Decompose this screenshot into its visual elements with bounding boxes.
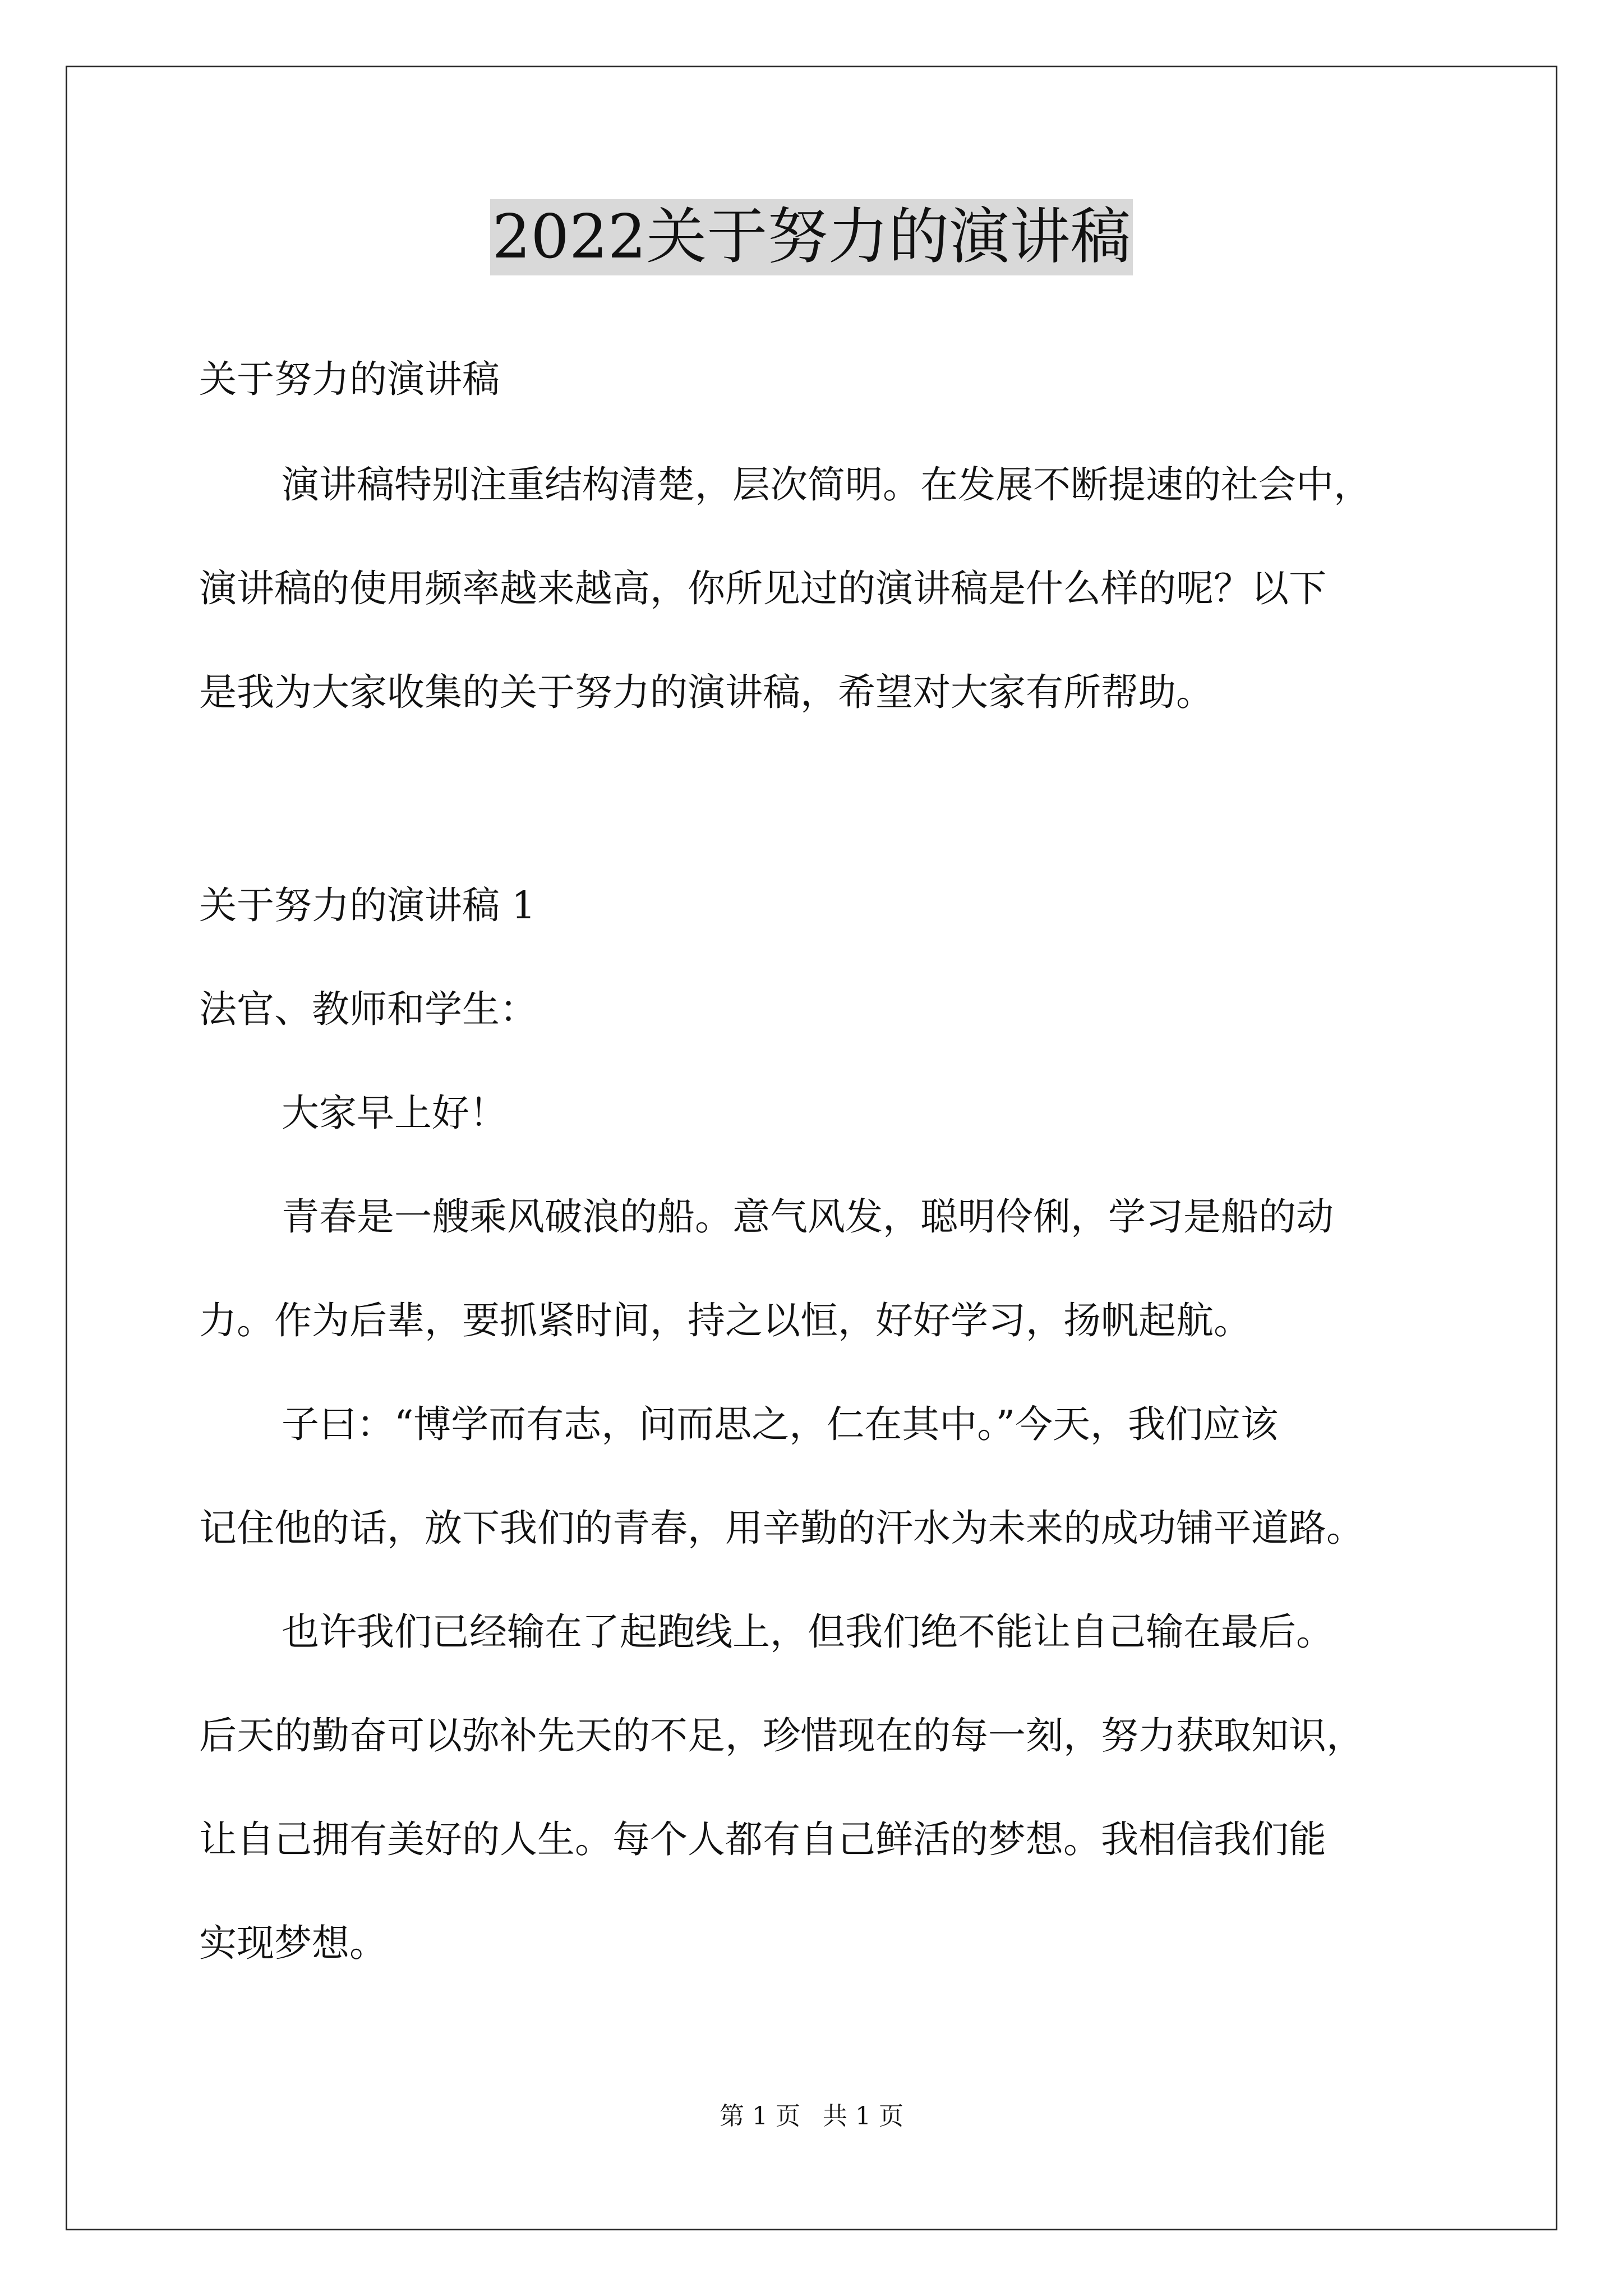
- document-subtitle: 关于努力的演讲稿: [199, 357, 500, 401]
- intro-line-3: 是我为大家收集的关于努力的演讲稿，希望对大家有所帮助。: [199, 670, 1214, 714]
- paragraph-line-6: 后天的勤奋可以弥补先天的不足，珍惜现在的每一刻，努力获取知识，: [199, 1714, 1364, 1757]
- title-container: [0, 199, 1623, 275]
- paragraph-line-1: 青春是一艘乘风破浪的船。意气风发，聪明伶俐，学习是船的动: [282, 1195, 1334, 1239]
- intro-line-2: 演讲稿的使用频率越来越高，你所见过的演讲稿是什么样的呢？以下: [199, 567, 1326, 610]
- page-footer: [0, 2101, 1623, 2132]
- paragraph-line-8: 实现梦想。: [199, 1921, 387, 1965]
- paragraph-line-5: 也许我们已经输在了起跑线上，但我们绝不能让自己输在最后。: [282, 1610, 1334, 1654]
- paragraph-line-7: 让自己拥有美好的人生。每个人都有自己鲜活的梦想。我相信我们能: [199, 1818, 1326, 1861]
- document-title: 2022关于努力的演讲稿: [490, 199, 1133, 275]
- paragraph-line-3: 子曰：“博学而有志，问而思之，仁在其中。”今天，我们应该: [282, 1402, 1279, 1446]
- page-number-total: 共 1 页: [823, 2102, 903, 2131]
- salutation: 法官、教师和学生：: [199, 987, 537, 1031]
- paragraph-line-4: 记住他的话，放下我们的青春，用辛勤的汗水为未来的成功铺平道路。: [199, 1506, 1364, 1550]
- page-number-current: 第 1 页: [720, 2102, 800, 2131]
- greeting: 大家早上好！: [282, 1091, 507, 1135]
- paragraph-line-2: 力。作为后辈，要抓紧时间，持之以恒，好好学习，扬帆起航。: [199, 1299, 1251, 1342]
- intro-line-1: 演讲稿特别注重结构清楚，层次简明。在发展不断提速的社会中，: [282, 463, 1371, 507]
- section-heading: 关于努力的演讲稿 1: [199, 884, 536, 927]
